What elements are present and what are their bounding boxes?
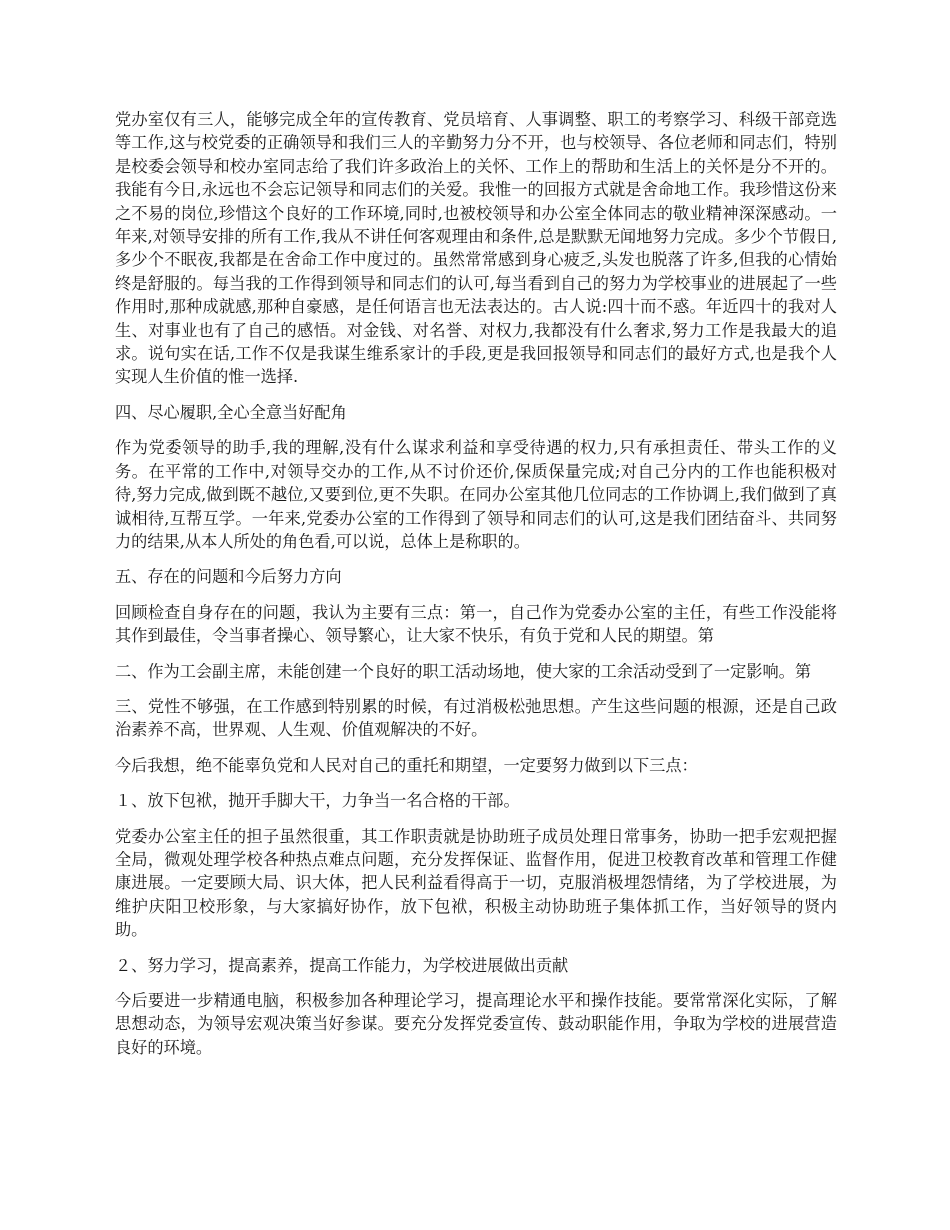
paragraph-problems-first: 回顾检查自身存在的问题，我认为主要有三点：第一，自己作为党委办公室的主任，有些工作没能将其作到最佳，令当事者操心、领导繁心，让大家不快乐，有负于党和人民的期望。第 [115,602,837,646]
paragraph-director-duties: 党委办公室主任的担子虽然很重，其工作职责就是协助班子成员处理日常事务，协助一把手宏观把握全局，微观处理学校各种热点难点问题，充分发挥保证、监督作用，促进卫校教育改革和管理工作健康进展。一定要顾大局、识大体，把人民利益看得高于一切，克服消极埋怨情绪，为了学校进展，为维护庆阳卫校形象，与大家搞好协作，放下包袱，积极主动协助班子集体抓工作，当好领导的贤内助。 [115,826,837,940]
point-one-heading: １、放下包袱，抛开手脚大干，力争当一名合格的干部。 [115,791,520,811]
paragraph-party-office-work: 党办室仅有三人，能够完成全年的宣传教育、党员培育、人事调整、职工的考察学习、科级干部竞选等工作,这与校党委的正确领导和我们三人的辛勤努力分不开，也与校领导、各位老师和同志们，特别是校委会领导和校办室同志给了我们许多政治上的关怀、工作上的帮助和生活上的关怀是分不开的。我能有今日,永远也不会忘记领导和同志们的关爱。我惟一的回报方式就是舍命地工作。我珍惜这份来之不易的岗位,珍惜这个良好的工作环境,同时,也被校领导和办公室全体同志的敬业精神深深感动。一年来,对领导安排的所有工作,我从不讲任何客观理由和条件,总是默默无闻地努力完成。多少个节假日,多少个不眠夜,我都是在舍命工作中度过的。虽然常常感到身心疲乏,头发也脱落了许多,但我的心情始终是舒服的。每当我的工作得到领导和同志们的认可,每当看到自己的努力为学校事业的进展起了一些作用时,那种成就感,那种自豪感，是任何语言也无法表达的。古人说:四十而不惑。年近四十的我对人生、对事业也有了自己的感悟。对金钱、对名誉、对权力,我都没有什么奢求,努力工作是我最大的追求。说句实在话,工作不仅是我谋生维系家计的手段,更是我回报领导和同志们的最好方式,也是我个人实现人生价值的惟一选择. [115,110,837,387]
document-body [115,108,837,1071]
point-two-heading: ２、努力学习，提高素养，提高工作能力，为学校进展做出贡献 [115,955,569,975]
paragraph-assistant-role: 作为党委领导的助手,我的理解,没有什么谋求利益和享受待遇的权力,只有承担责任、带头工作的义务。在平常的工作中,对领导交办的工作,从不讨价还价,保质保量完成;对自己分内的工作也能积极对待,努力完成,做到既不越位,又要到位,更不失职。在同办公室其他几位同志的工作协调上,我们做到了真诚相待,互帮互学。一年来,党委办公室的工作得到了领导和同志们的认可,这是我们团结奋斗、共同努力的结果,从本人所处的角色看,可以说，总体上是称职的。 [115,438,837,551]
paragraph-future-study: 今后要进一步精通电脑，积极参加各种理论学习，提高理论水平和操作技能。要常常深化实际，了解思想动态，为领导宏观决策当好参谋。要充分发挥党委宣传、鼓动职能作用，争取为学校的进展营造良好的环境。 [115,991,837,1057]
section-heading-five: 五、存在的问题和今后努力方向 [115,567,342,587]
paragraph-problems-third: 三、党性不够强，在工作感到特别累的时候，有过消极松弛思想。产生这些问题的根源，还是自己政治素养不高，世界观、人生观、价值观解决的不好。 [115,696,837,740]
section-heading-four: 四、尽心履职,全心全意当好配角 [115,402,347,422]
paragraph-problems-second: 二、作为工会副主席，未能创建一个良好的职工活动场地，使大家的工余活动受到了一定影响。第 [115,661,812,681]
paragraph-future-intro: 今后我想，绝不能辜负党和人民对自己的重托和期望，一定要努力做到以下三点： [115,755,698,775]
